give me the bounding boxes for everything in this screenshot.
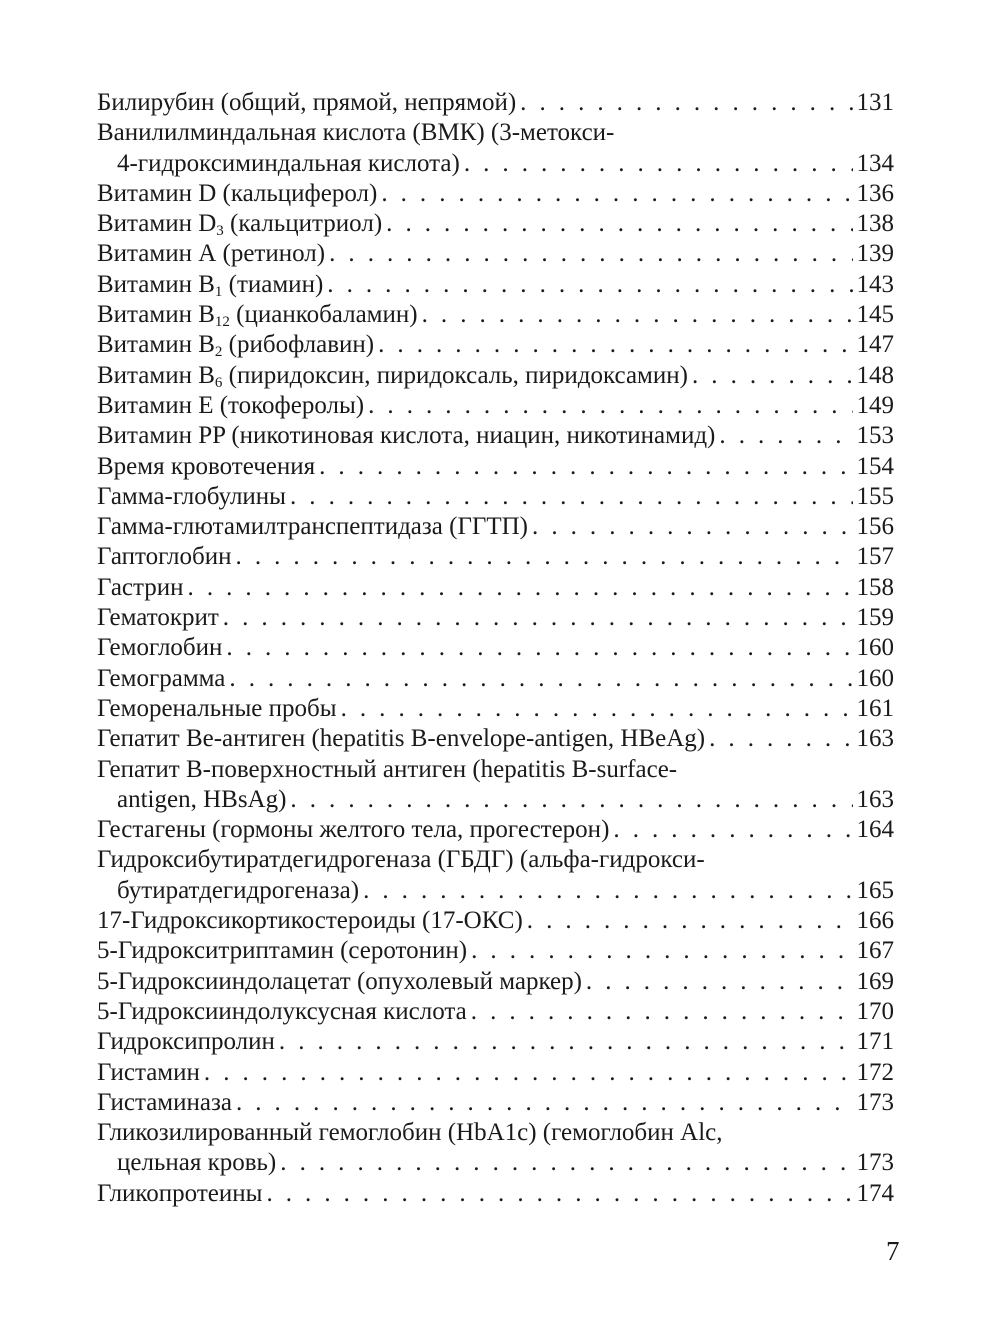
toc-entry-subscript: 3 xyxy=(216,223,224,240)
toc-entry-page: 160 xyxy=(856,664,894,692)
toc-entry-title-text: (кальцитриол) xyxy=(223,210,383,238)
toc-entry-page: 160 xyxy=(856,634,894,662)
dot-leader xyxy=(527,906,853,936)
toc-entry-page: 159 xyxy=(856,604,894,632)
toc-entry-title: Гликозилированный гемоглобин (HbA1c) (гемоглобин Alc, xyxy=(97,1119,723,1147)
toc-entry xyxy=(97,633,894,663)
toc-entry xyxy=(97,997,894,1027)
toc-entry xyxy=(97,1148,894,1178)
dot-leader xyxy=(319,452,852,482)
toc-entry-title: Гестагены (гормоны желтого тела, прогестерон) xyxy=(97,816,610,844)
toc-entry-title: Гистаминаза xyxy=(97,1088,232,1116)
toc-entry-page: 131 xyxy=(856,89,894,116)
toc-entry-title-text: (тиамин) xyxy=(222,270,324,298)
toc-entry xyxy=(97,270,894,300)
toc-entry-title: Гидроксипролин xyxy=(97,1028,275,1056)
toc-entry-title-text: Витамин B xyxy=(97,331,215,359)
toc-entry xyxy=(97,330,894,360)
toc-entry-title: Гликопротеины xyxy=(97,1179,263,1207)
dot-leader xyxy=(464,149,853,179)
toc-entry xyxy=(97,179,894,209)
toc-entry xyxy=(97,1179,894,1209)
toc-entry-continued xyxy=(97,118,894,148)
dot-leader xyxy=(266,1179,852,1209)
dot-leader xyxy=(378,330,852,360)
dot-leader xyxy=(229,664,852,694)
toc-entry-title: Гастрин xyxy=(97,573,184,601)
dot-leader xyxy=(613,815,852,845)
dot-leader xyxy=(204,1058,853,1088)
toc-entry-title: Время кровотечения xyxy=(97,452,316,480)
toc-entry-subscript: 1 xyxy=(214,283,223,300)
toc-entry-continued xyxy=(97,755,894,785)
toc-entry-title: Гепатит В-поверхностный антиген (hepatitis B-surface- xyxy=(97,755,678,783)
toc-entry xyxy=(97,967,894,997)
toc-entry-title: Гепатит Ве-антиген (hepatitis B-envelope-antigen, HBeAg) xyxy=(97,725,706,753)
toc-entry-title xyxy=(97,330,374,360)
toc-entry-page: 139 xyxy=(856,240,894,268)
toc-entry-page: 154 xyxy=(856,452,894,480)
toc-entry-title: antigen, HBsAg) xyxy=(117,785,287,813)
dot-leader xyxy=(327,270,852,300)
dot-leader xyxy=(279,1027,853,1057)
toc-entry-page: 158 xyxy=(856,573,894,601)
toc-entry-page: 166 xyxy=(856,907,894,935)
toc-entry-page: 153 xyxy=(856,422,894,450)
toc-entry-title: Витамин D (кальциферол) xyxy=(97,179,378,207)
toc-entry xyxy=(97,361,894,391)
toc-entry-page: 143 xyxy=(856,270,894,298)
toc-entry-title: Билирубин (общий, прямой, непрямой) xyxy=(97,89,517,116)
toc-entry xyxy=(97,542,894,572)
dot-leader xyxy=(719,421,852,451)
toc-entry xyxy=(97,1027,894,1057)
toc-entry-title-text: Витамин B xyxy=(97,361,215,389)
toc-entry-page: 173 xyxy=(856,1088,894,1116)
toc-entry-title: Геморенальные пробы xyxy=(97,694,337,722)
dot-leader xyxy=(520,88,852,118)
toc-entry-title: 17-Гидроксикортикостероиды (17-ОКС) xyxy=(97,907,523,935)
dot-leader xyxy=(386,209,852,239)
toc-entry-page: 156 xyxy=(856,513,894,541)
toc-entry-title-text: Витамин D xyxy=(97,210,217,238)
toc-entry-page: 169 xyxy=(856,967,894,995)
toc-entry-title: Гемограмма xyxy=(97,664,226,692)
toc-entry-page: 163 xyxy=(856,725,894,753)
page-number: 7 xyxy=(886,1236,900,1266)
dot-leader xyxy=(363,876,852,906)
toc-entry-subscript: 2 xyxy=(214,344,223,361)
toc-entry-page: 173 xyxy=(856,1149,894,1177)
toc-entry-title-text: (рибофлавин) xyxy=(222,331,375,359)
toc-entry-page: 165 xyxy=(856,876,894,904)
dot-leader xyxy=(223,603,853,633)
dot-leader xyxy=(709,724,852,754)
toc-entry xyxy=(97,391,894,421)
toc-entry-title: цельная кровь) xyxy=(117,1149,277,1177)
toc-entry-subscript: 12 xyxy=(214,314,230,331)
dot-leader xyxy=(290,785,852,815)
toc-entry-title-text: (цианкобаламин) xyxy=(229,301,418,329)
toc-entry xyxy=(97,603,894,633)
toc-entry-page: 155 xyxy=(856,482,894,510)
toc-entry-continued xyxy=(97,1118,894,1148)
toc-entry xyxy=(97,664,894,694)
toc-entry-title: Гистамин xyxy=(97,1058,200,1086)
toc-entry-page: 145 xyxy=(856,301,894,329)
toc-entry xyxy=(97,1058,894,1088)
toc-entry xyxy=(97,785,894,815)
toc-entry-title: бутиратдегидрогеназа) xyxy=(117,876,360,904)
table-of-contents xyxy=(97,88,894,1209)
dot-leader xyxy=(236,1088,853,1118)
toc-entry-title xyxy=(97,270,323,300)
toc-entry-page: 171 xyxy=(856,1028,894,1056)
toc-entry-page: 149 xyxy=(856,391,894,419)
toc-entry xyxy=(97,512,894,542)
toc-entry xyxy=(97,300,894,330)
toc-entry-title-text: Витамин B xyxy=(97,270,215,298)
toc-entry-title: Гамма-глютамилтранспептидаза (ГГТП) xyxy=(97,513,529,541)
dot-leader xyxy=(341,694,853,724)
toc-entry-page: 134 xyxy=(856,149,894,177)
toc-entry-title: Гаптоглобин xyxy=(97,543,232,571)
toc-entry-title: 5-Гидроксииндолацетат (опухолевый маркер) xyxy=(97,967,582,995)
dot-leader xyxy=(471,997,853,1027)
toc-entry-continued xyxy=(97,845,894,875)
dot-leader xyxy=(692,361,853,391)
toc-entry xyxy=(97,876,894,906)
toc-entry xyxy=(97,88,894,118)
toc-entry-title: Витамин PP (никотиновая кислота, ниацин, никотинамид) xyxy=(97,422,716,450)
dot-leader xyxy=(422,300,853,330)
toc-entry-title: Гидроксибутиратдегидрогеназа (ГБДГ) (альфа-гидрокси- xyxy=(97,846,705,874)
toc-entry xyxy=(97,694,894,724)
toc-entry xyxy=(97,815,894,845)
toc-entry-title: 4-гидроксиминдальная кислота) xyxy=(117,149,460,177)
dot-leader xyxy=(368,391,852,421)
toc-entry xyxy=(97,482,894,512)
dot-leader xyxy=(188,573,853,603)
toc-entry xyxy=(97,452,894,482)
toc-entry xyxy=(97,421,894,451)
dot-leader xyxy=(471,936,852,966)
toc-entry-title: Гамма-глобулины xyxy=(97,482,286,510)
toc-entry-title-text: (пиридоксин, пиридоксаль, пиридоксамин) xyxy=(222,361,688,389)
toc-entry-page: 163 xyxy=(856,785,894,813)
toc-entry-title: 5-Гидроксииндолуксусная кислота xyxy=(97,997,467,1025)
toc-entry-title xyxy=(97,361,688,391)
dot-leader xyxy=(226,633,852,663)
toc-entry-page: 164 xyxy=(856,816,894,844)
toc-entry-page: 167 xyxy=(856,937,894,965)
toc-entry-title: Ванилилминдальная кислота (ВМК) (3-метокси- xyxy=(97,119,615,147)
dot-leader xyxy=(280,1148,852,1178)
toc-entry xyxy=(97,209,894,239)
toc-entry xyxy=(97,573,894,603)
toc-entry-title xyxy=(97,300,418,330)
toc-entry xyxy=(97,239,894,269)
toc-entry-subscript: 6 xyxy=(214,374,223,391)
toc-entry-page: 138 xyxy=(856,210,894,238)
toc-entry-page: 172 xyxy=(856,1058,894,1086)
toc-entry-title: Гематокрит xyxy=(97,604,219,632)
toc-entry-page: 157 xyxy=(856,543,894,571)
toc-entry-page: 174 xyxy=(856,1179,894,1207)
toc-entry-title: Гемоглобин xyxy=(97,634,223,662)
toc-entry xyxy=(97,1088,894,1118)
dot-leader xyxy=(290,482,853,512)
toc-entry xyxy=(97,906,894,936)
toc-entry-title-text: Витамин B xyxy=(97,301,215,329)
toc-entry-title: 5-Гидрокситриптамин (серотонин) xyxy=(97,937,468,965)
dot-leader xyxy=(381,179,852,209)
toc-entry-page: 161 xyxy=(856,694,894,722)
toc-entry xyxy=(97,936,894,966)
toc-entry-page: 136 xyxy=(856,179,894,207)
toc-entry-title xyxy=(97,209,382,239)
toc-entry xyxy=(97,724,894,754)
toc-entry-title: Витамин Е (токоферолы) xyxy=(97,391,365,419)
toc-entry-page: 170 xyxy=(856,997,894,1025)
toc-entry xyxy=(97,149,894,179)
dot-leader xyxy=(236,542,853,572)
dot-leader xyxy=(586,967,853,997)
dot-leader xyxy=(532,512,852,542)
toc-entry-page: 148 xyxy=(856,361,894,389)
dot-leader xyxy=(329,239,852,269)
toc-entry-title: Витамин А (ретинол) xyxy=(97,240,326,268)
toc-entry-page: 147 xyxy=(856,331,894,359)
